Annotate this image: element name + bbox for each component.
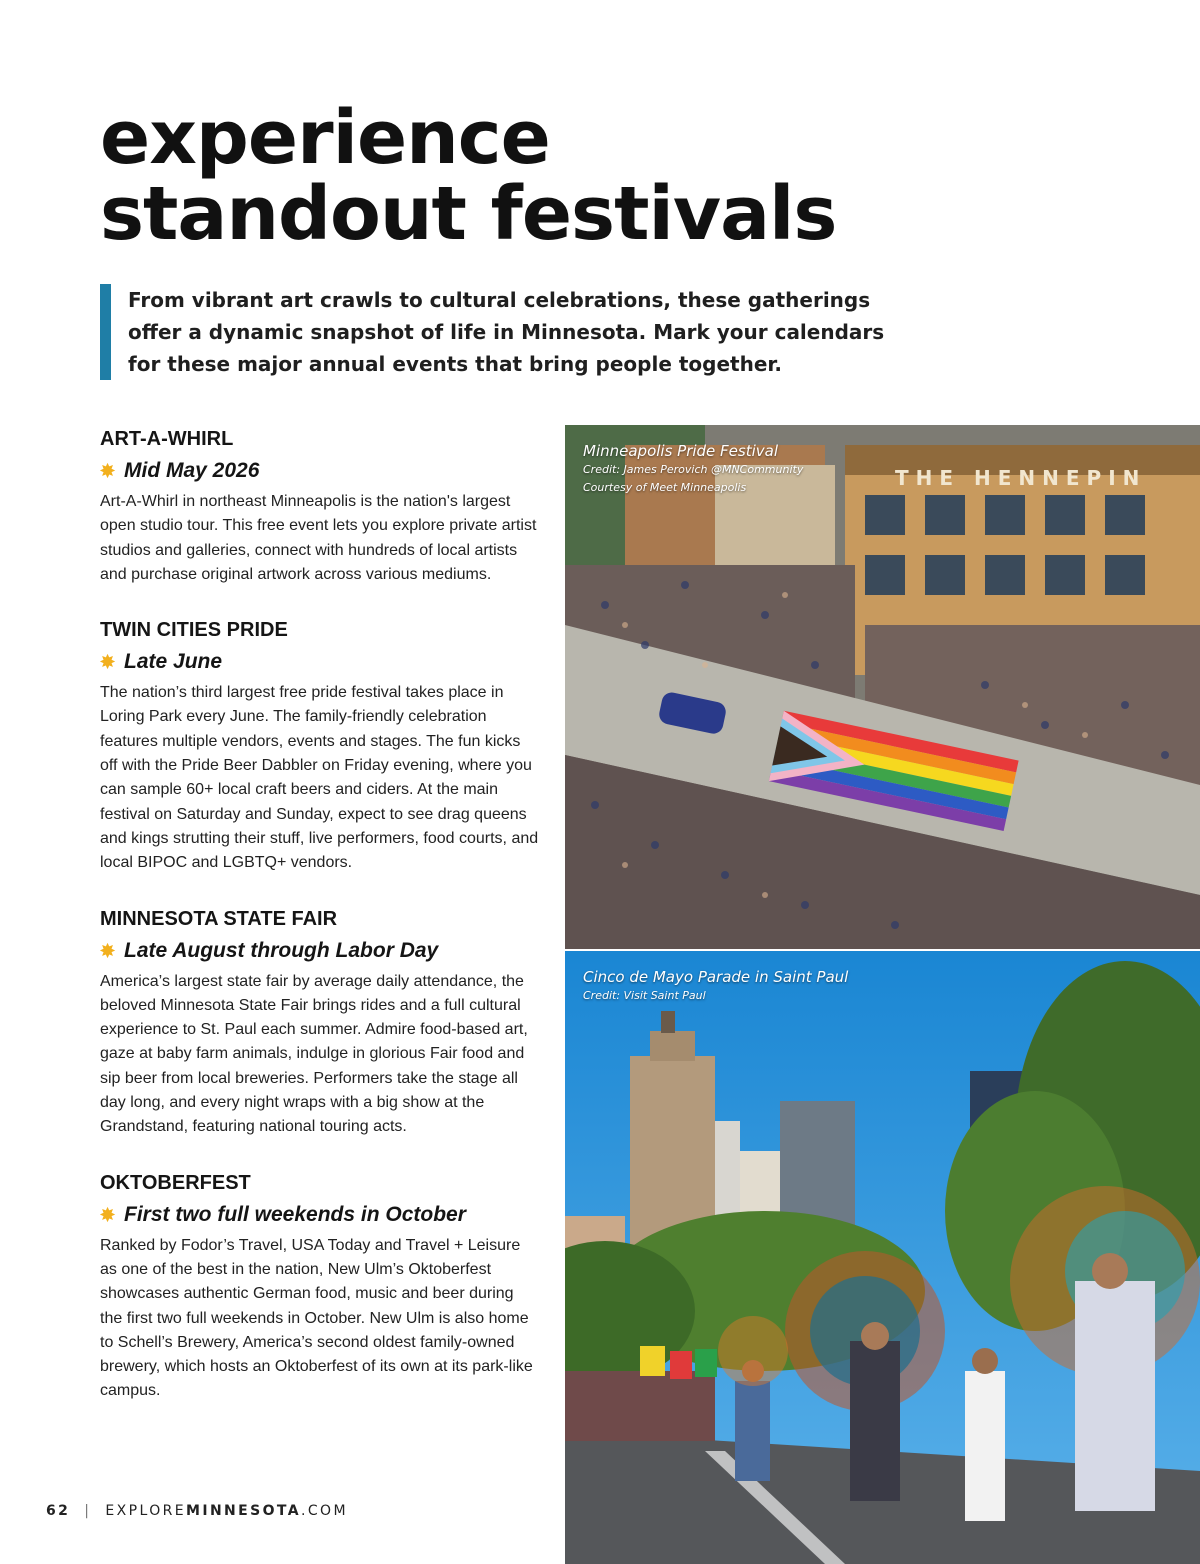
photo-pride-festival [565,425,1200,949]
caption-title: Minneapolis Pride Festival [583,442,779,460]
site-suffix: .COM [301,1503,348,1519]
event-date-text: Mid May 2026 [124,459,260,482]
event-twin-cities-pride [100,617,540,875]
event-name: TWIN CITIES PRIDE [100,619,288,642]
sun-icon: ✸ [100,1204,116,1225]
event-art-a-whirl [100,426,540,587]
sun-icon: ✸ [100,652,116,673]
page-number: 62 [46,1503,71,1519]
building-sign: THE HENNEPIN [895,466,1147,490]
event-minnesota-state-fair [100,906,540,1140]
event-date-text: First two full weekends in October [124,1202,466,1226]
parade-photo-illustration [565,951,1200,1564]
footer-separator: | [84,1503,92,1519]
event-date [100,647,540,677]
caption-courtesy: Courtesy of Meet Minneapolis [583,481,747,494]
sun-icon: ✸ [100,940,116,961]
event-oktoberfest [100,1170,540,1404]
site-prefix: EXPLORE [105,1503,186,1519]
event-name: MINNESOTA STATE FAIR [100,907,338,930]
caption-credit: Credit: Visit Saint Paul [583,989,706,1002]
site-bold: MINNESOTA [186,1503,302,1519]
event-date-text: Late June [124,650,223,674]
page-title [100,95,837,257]
event-date-text: Late August through Labor Day [124,938,439,962]
event-date [100,936,540,966]
event-description: Ranked by Fodor’s Travel, USA Today and Travel + Leisure as one of the best in the nation, New Ulm’s Oktoberfest showcases authentic German food, music and beer during the first two full weekends in October. New Ulm is also home to Schell’s Brewery, America’s second oldest family-owned brewery, which hosts an Oktoberfest of its own at its park-like campus. [100,1236,533,1400]
event-date [100,1200,540,1230]
pride-photo-illustration [565,425,1200,949]
event-date [100,456,540,486]
caption-title: Cinco de Mayo Parade in Saint Paul [583,968,849,986]
event-description: Art-A-Whirl in northeast Minneapolis is the nation's largest open studio tour. This free event lets you explore private artist studios and galleries, connect with hundreds of local artists and purchase original artwork across various mediums. [100,493,537,583]
events-list [100,426,540,1434]
title-line-2: standout festivals [100,171,837,257]
title-line-1: experience [100,95,550,181]
photo-caption [583,967,848,1005]
event-name: OKTOBERFEST [100,1171,251,1194]
footer-site-link[interactable] [105,1503,348,1519]
photo-cinco-de-mayo [565,951,1200,1564]
intro-paragraph: From vibrant art crawls to cultural celebrations, these gatherings offer a dynamic snapshot of life in Minnesota. Mark your calendars for these major annual events that bring people together. [100,284,888,380]
page-footer [46,1503,348,1519]
sun-icon: ✸ [100,461,116,481]
caption-credit: Credit: James Perovich @MNCommunity [583,463,804,476]
event-name: ART-A-WHIRL [100,428,234,450]
event-description: The nation’s third largest free pride festival takes place in Loring Park every June. The family-friendly celebration features multiple vendors, events and stages. The fun kicks off with the Pride Beer Dabbler on Friday evening, where you can sample 60+ local craft beers and ciders. At the main festival on Saturday and Sunday, expect to see drag queens and kings strutting their stuff, live performers, food courts, and local BIPOC and LGBTQ+ vendors. [100,684,539,872]
photo-caption [583,441,803,497]
event-description: America’s largest state fair by average daily attendance, the beloved Minnesota State Fair brings rides and a full cultural experience to St. Paul each summer. Admire food-based art, gaze at baby farm animals, indulge in glorious Fair food and sip beer from local breweries. Performers take the stage all day long, and every night wraps with a big show at the Grandstand, featuring national touring acts. [100,972,528,1136]
